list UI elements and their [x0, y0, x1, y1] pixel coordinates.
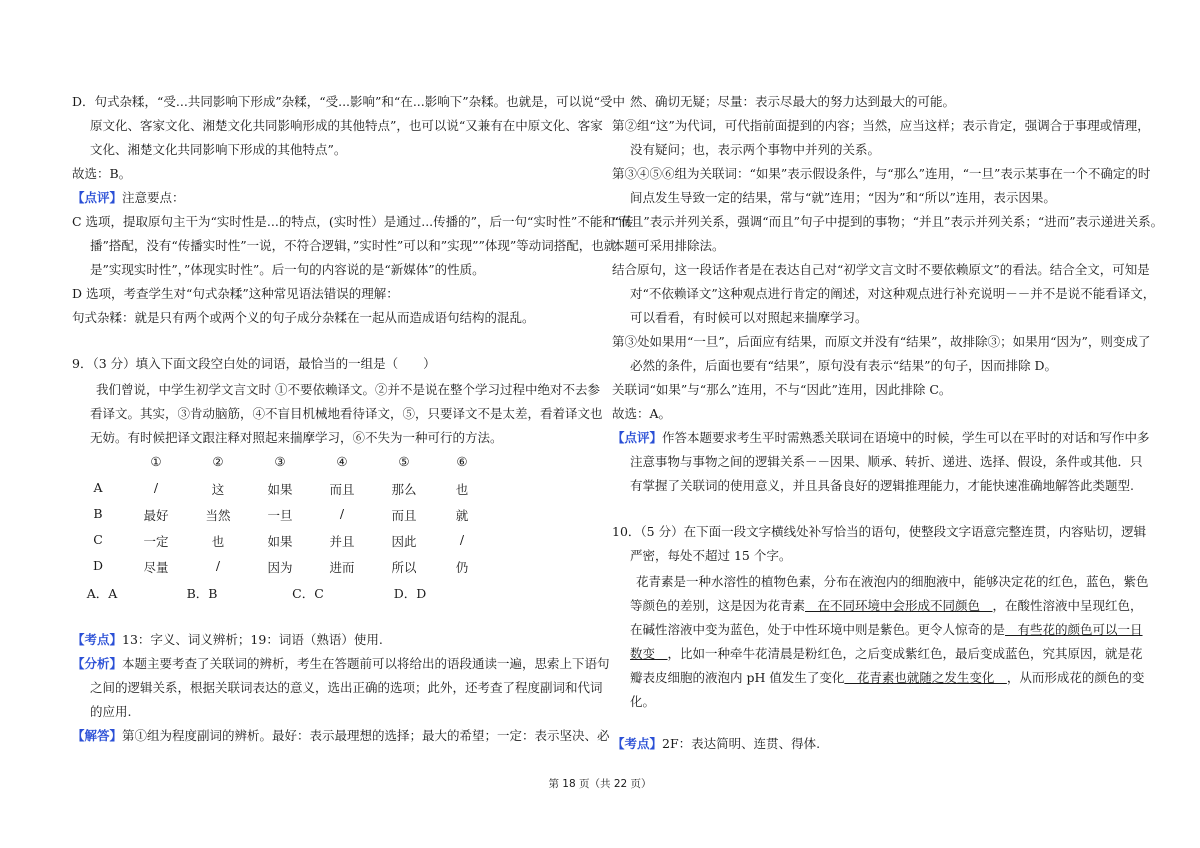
- solution-line-12: 第③处如果用“一旦”，后面应有结果，而原文并没有“结果”，故排除③；如果用“因为”，则变成了: [612, 334, 1151, 349]
- table-header-cell: ②: [212, 454, 224, 469]
- analysis-tag: 【分析】: [72, 656, 123, 671]
- table-cell: 也: [211, 534, 225, 549]
- solution-line-14: 关联词“如果”与“那么”连用，不与“因此”连用，因此排除 C。: [612, 382, 952, 397]
- passage-line-2: 看译文。其实，③肯动脑筋，④不盲目机械地看待译文，⑤，只要译文不是太差，看着译文也: [90, 406, 603, 421]
- option-d-line-1: D．句式杂糅，“受...共同影响下形成”杂糅，“受...影响”和“在...影响下”杂糅。也就是，可以说“受中: [72, 94, 626, 109]
- question-10-stem-2: 严密，每处不超过 15 个字。: [630, 548, 792, 563]
- solution-line-10: 对“不依赖译文”这种观点进行肯定的阐述，对这种观点进行补充说明－－并不是说不能看译文，: [630, 286, 1156, 301]
- table-cell: 并且: [329, 534, 355, 549]
- passage-line-1: 我们曾说，中学生初学文言文时 ①不要依赖译文。②并不是说在整个学习过程中绝对不去参: [96, 382, 600, 397]
- option-d: D．D: [393, 586, 427, 601]
- passage-text: ，从而形成花的颜色的变: [1006, 670, 1145, 685]
- solution-line-3: 第②组“这”为代词，可代指前面提到的内容；当然，应当这样；表示肯定，强调合于事理或情理，: [612, 118, 1150, 133]
- passage-text: ，在酸性溶液中呈现红色，: [992, 598, 1143, 613]
- d-note-line-1: D 选项，考查学生对“句式杂糅”这种常见语法错误的理解：: [72, 286, 399, 301]
- table-cell: 而且: [391, 508, 417, 523]
- table-header-cell: ③: [274, 454, 286, 469]
- fill-blank-answer-2: 有些花的颜色可以一日: [1005, 622, 1143, 637]
- table-cell: 当然: [205, 508, 231, 523]
- fill-blank-answer-1: 在不同环境中会形成不同颜色: [805, 598, 993, 613]
- review-tag: 【点评】: [612, 430, 663, 445]
- fill-blank-answer-3: 花青素也就随之发生变化: [844, 670, 1007, 685]
- table-cell: 而且: [329, 482, 355, 497]
- passage-10-line-4: [630, 646, 1143, 662]
- table-cell: 如果: [267, 534, 293, 549]
- analysis-text: 本题主要考查了关联词的辨析，考生在答题前可以将给出的语段通读一遍，思索上下语句: [122, 656, 610, 671]
- table-header-cell: ④: [336, 454, 348, 469]
- passage-10-line-2: [630, 598, 1143, 614]
- solution-text: 第①组为程度副词的辨析。最好：表示最理想的选择；最大的希望；一定：表示坚决、必: [122, 728, 610, 743]
- table-header-cell: ①: [150, 454, 162, 469]
- table-cell: 那么: [391, 482, 417, 497]
- table-row: [72, 558, 592, 574]
- table-cell: 如果: [267, 482, 293, 497]
- exam-point-line-10: [612, 736, 820, 752]
- exam-point-line: [72, 632, 383, 648]
- page-footer: 第 18 页（共 22 页）: [548, 778, 652, 790]
- solution-tag: 【解答】: [72, 728, 123, 743]
- table-cell: /: [459, 532, 465, 547]
- table-header-row: [72, 454, 592, 470]
- passage-line-3: 无妨。有时候把译文跟注释对照起来揣摩学习，⑥不失为一种可行的方法。: [90, 430, 503, 445]
- option-c: C．C: [292, 586, 324, 601]
- analysis-line-2: 之间的逻辑关系，根据关联词表达的意义，选出正确的选项；此外，还考查了程度副词和代词: [90, 680, 603, 695]
- table-cell: 尽量: [143, 560, 169, 575]
- passage-10-line-6: 化。: [630, 694, 656, 709]
- option-d-line-3: 文化、湘楚文化共同影响下形成的其他特点”。: [90, 142, 347, 157]
- c-note-line-2: 播”搭配，没有“传播实时性”一说，不符合逻辑，”实时性”可以和”实现””体现”等动词搭配，也就: [90, 238, 617, 253]
- passage-10-line-1: 花青素是一种水溶性的植物色素，分布在液泡内的细胞液中，能够决定花的红色，蓝色，紫色: [636, 574, 1149, 589]
- table-cell: /: [215, 558, 221, 573]
- solution-line-8: 本题可采用排除法。: [612, 238, 725, 253]
- c-note-line-3: 是”实现实时性”，”体现实时性”。后一句的内容说的是“新媒体”的性质。: [90, 262, 485, 277]
- table-header-cell: ⑤: [398, 454, 410, 469]
- table-row-label: D: [92, 558, 104, 573]
- exam-point-text: 13：字义、词义辨析；19：词语（熟语）使用.: [122, 632, 383, 647]
- option-b: B．B: [186, 586, 218, 601]
- comment-line: [72, 190, 185, 206]
- solution-line-4: 没有疑问；也，表示两个事物中并列的关系。: [630, 142, 881, 157]
- table-cell: 一定: [143, 534, 169, 549]
- table-row-label: B: [93, 506, 103, 521]
- table-cell: 仍: [455, 560, 469, 575]
- answer-line: 故选：B。: [72, 166, 132, 181]
- analysis-line-3: 的应用.: [90, 704, 132, 719]
- table-cell: 也: [455, 482, 469, 497]
- table-cell: 因此: [391, 534, 417, 549]
- table-cell: 一旦: [267, 508, 293, 523]
- comment-tag: 【点评】: [72, 190, 123, 205]
- solution-line-11: 可以看看，有时候可以对照起来揣摩学习。: [630, 310, 868, 325]
- passage-text: 在碱性溶液中变为蓝色，处于中性环境中则是紫色。更令人惊奇的是: [630, 622, 1006, 637]
- solution-line-6: 间点发生导致一定的结果，常与“就”连用；“因为”和“所以”连用，表示因果。: [630, 190, 1056, 205]
- table-cell: 就: [455, 508, 469, 523]
- question-10-stem-1: 10．（5 分）在下面一段文字横线处补写恰当的语句，使整段文字语意完整连贯，内容贴切，逻辑: [612, 524, 1147, 539]
- table-cell: /: [339, 506, 345, 521]
- solution-line-13: 必然的条件，后面也要有“结果”，原句没有表示“结果”的句子，因而排除 D。: [630, 358, 1058, 373]
- review-line-2: 注意事物与事物之间的逻辑关系－－因果、顺承、转折、递进、选择、假设，条件或其他．只: [630, 454, 1143, 469]
- review-line-1: [612, 430, 1150, 446]
- table-cell: 这: [211, 482, 225, 497]
- solution-line-9: 结合原句，这一段话作者是在表达自己对“初学文言文时不要依赖原文”的看法。结合全文，可知是: [612, 262, 1150, 277]
- passage-10-line-3: [630, 622, 1143, 638]
- passage-text: 瓣表皮细胞的液泡内 pH 值发生了变化: [630, 670, 845, 685]
- passage-text: 等颜色的差别，这是因为花青素: [630, 598, 806, 613]
- passage-text: ，比如一种牵牛花清晨是粉红色，之后变成紫红色，最后变成蓝色，究其原因，就是花: [667, 646, 1143, 661]
- table-row-label: A: [93, 480, 103, 495]
- option-a: A．A: [86, 586, 118, 601]
- d-note-line-2: 句式杂糅：就是只有两个或两个义的句子成分杂糅在一起从而造成语句结构的混乱。: [72, 310, 535, 325]
- solution-line-1: [72, 728, 610, 744]
- answer-options: [72, 584, 592, 600]
- table-cell: /: [153, 480, 159, 495]
- table-row-label: C: [93, 532, 103, 547]
- table-header-cell: ⑥: [456, 454, 468, 469]
- comment-text: 注意要点：: [122, 190, 185, 205]
- solution-line-2: 然、确切无疑；尽量：表示尽最大的努力达到最大的可能。: [630, 94, 956, 109]
- solution-answer: 故选：A。: [612, 406, 672, 421]
- question-9-stem: 9．（3 分）填入下面文段空白处的词语，最恰当的一组是（ ）: [72, 356, 436, 371]
- option-d-line-2: 原文化、客家文化、湘楚文化共同影响形成的其他特点”，也可以说“又兼有在中原文化、客家: [90, 118, 603, 133]
- table-row: [72, 480, 592, 496]
- exam-point-tag: 【考点】: [612, 736, 663, 751]
- table-cell: 进而: [329, 560, 355, 575]
- solution-line-5: 第③④⑤⑥组为关联词：“如果”表示假设条件，与“那么”连用，“一旦”表示某事在一个不确定的时: [612, 166, 1151, 181]
- c-note-line-1: C 选项，提取原句主干为“实时性是...的特点，(实时性）是通过...传播的”，后一句“实时性”不能和“传: [72, 214, 634, 229]
- review-text: 作答本题要求考生平时需熟悉关联词在语境中的时候，学生可以在平时的对话和写作中多: [662, 430, 1150, 445]
- table-cell: 所以: [391, 560, 417, 575]
- review-line-3: 有掌握了关联词的使用意义，并且具备良好的逻辑推理能力，才能快速准确地解答此类题型.: [630, 478, 1134, 493]
- passage-10-line-5: [630, 670, 1144, 686]
- table-row: [72, 532, 592, 548]
- table-cell: 因为: [267, 560, 293, 575]
- analysis-line-1: [72, 656, 610, 672]
- table-cell: 最好: [143, 508, 169, 523]
- exam-point-text: 2F：表达简明、连贯、得体.: [662, 736, 821, 751]
- fill-blank-answer-2-cont: 数变: [630, 646, 668, 661]
- solution-line-7: “而且”表示并列关系，强调“而且”句子中提到的事物；“并且”表示并列关系；“进而”表示递进关系。: [612, 214, 1164, 229]
- table-row: [72, 506, 592, 522]
- exam-point-tag: 【考点】: [72, 632, 123, 647]
